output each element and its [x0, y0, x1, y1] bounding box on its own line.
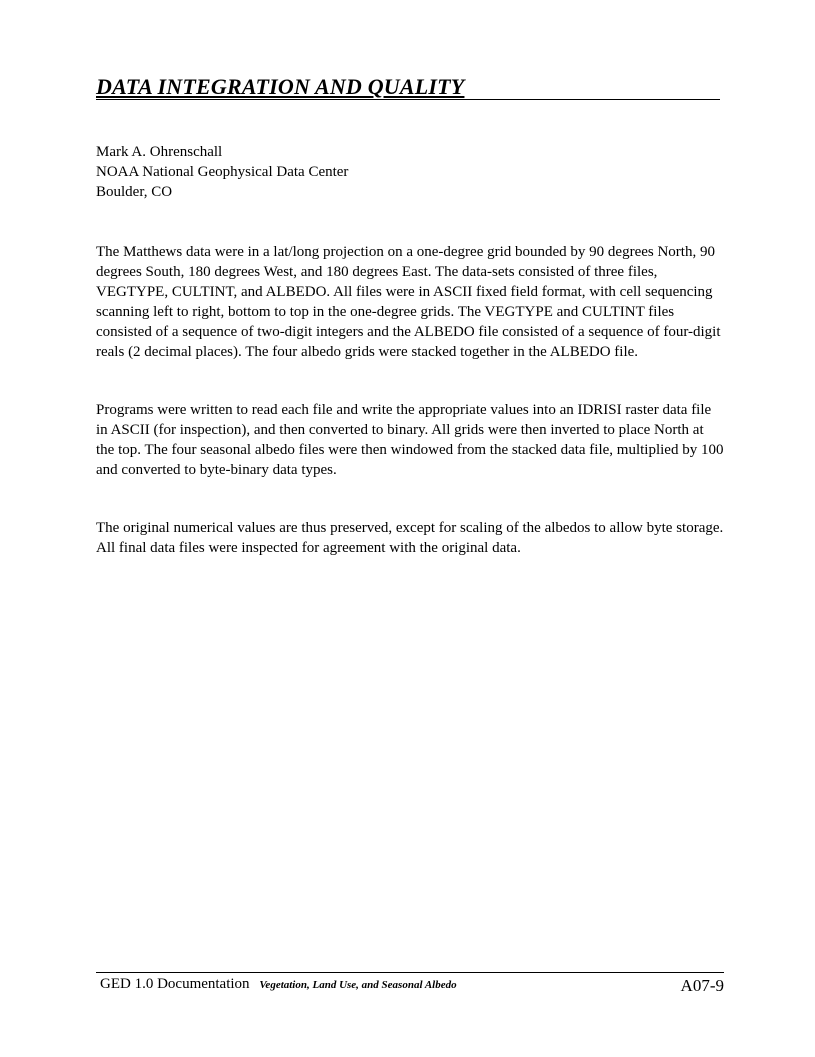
author-name: Mark A. Ohrenschall	[96, 144, 223, 160]
paragraph-preservation: The original numerical values are thus preserved, except for scaling of the albedos to allow byte storage. All final data files were inspected for agreement with the original data.	[96, 520, 724, 556]
footer-doc-name: GED 1.0 Documentation	[100, 976, 250, 992]
footer-subtitle: Vegetation, Land Use, and Seasonal Albedo	[259, 979, 457, 991]
author-organization: NOAA National Geophysical Data Center	[96, 164, 349, 180]
paragraph-data-description: The Matthews data were in a lat/long projection on a one-degree grid bounded by 90 degrees North, 90 degrees South, 180 degrees West, and 180 degrees East. The data-sets consisted of three files, VEGTYPE, CULTINT, and ALBEDO. All files were in ASCII fixed field format, with cell sequencing scanning left to right, bottom to top in the one-degree grids. The VEGTYPE and CULTINT files consisted of a sequence of two-digit integers and the ALBEDO file consisted of a sequence of four-digit reals (2 decimal places). The four albedo grids were stacked together in the ALBEDO file.	[96, 244, 721, 360]
title-underline-rule	[96, 99, 720, 100]
page-number: A07-9	[680, 976, 724, 995]
author-location: Boulder, CO	[96, 184, 173, 200]
footer-left	[100, 976, 457, 993]
page-footer	[96, 976, 724, 998]
paragraph-processing: Programs were written to read each file and write the appropriate values into an IDRISI raster data file in ASCII (for inspection), and then converted to binary. All grids were then inverted to place North at the top. The four seasonal albedo files were then windowed from the stacked data file, multiplied by 100 and converted to byte-binary data types.	[96, 402, 724, 478]
author-block	[96, 142, 348, 202]
footer-rule	[96, 972, 724, 973]
section-title: DATA INTEGRATION AND QUALITY	[96, 74, 465, 99]
